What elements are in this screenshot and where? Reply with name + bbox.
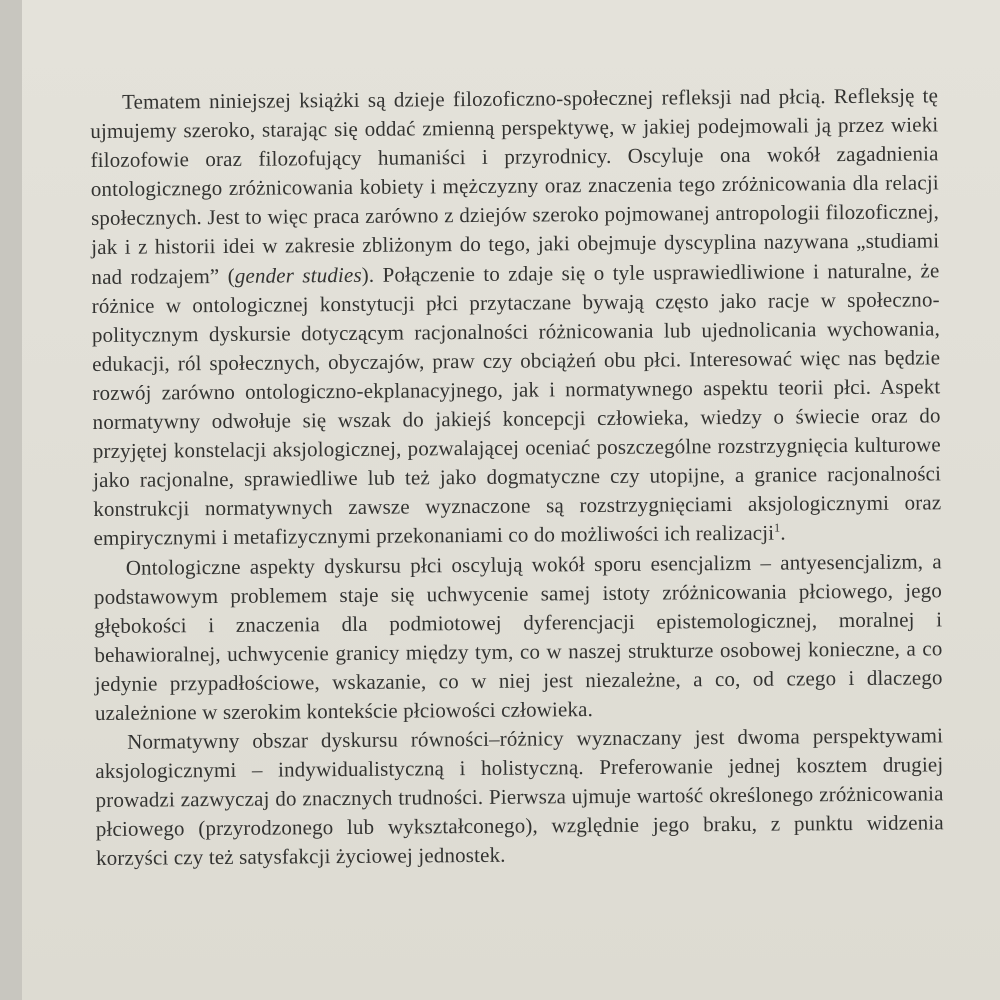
paragraph-1-italic-term: gender studies	[234, 262, 362, 288]
paragraph-2: Ontologiczne aspekty dyskursu płci oscylują wokół sporu esencjalizm – antyesencjalizm, a podstawowym problemem staje się uchwycenie samej istoty zróżnicowania płciowego, jego głębokości i znaczenia dla podmiotowej dyferencjacji epistemologicznej, moralnej i behawioralnej, uchwycenie granicy między tym, co w naszej strukturze osobowej konieczne, a co jedynie przypadłościowe, wskazanie, co w niej jest niezależne, a co, od czego i dlaczego uzależnione w szerokim kontekście płciowości człowieka.	[93, 548, 943, 725]
paragraph-1-text-b: ). Połączenie to zdaje się o tyle usprawiedliwione i naturalne, że różnice w ontologicznej konstytucji płci przytaczane bywają często jako racje w społeczno-politycznym dyskursie dotyczącym racjonalności różnicowania lub ujednolicania wychowania, edukacji, ról społecznych, obyczajów, praw czy obciążeń obu płci. Interesować więc nas będzie rozwój zarówno ontologiczno-ekplanacyjnego, jak i normatywnego aspektu teorii płci. Aspekt normatywny odwołuje się wszak do jakiejś koncepcji człowieka, wiedzy o świecie oraz do przyjętej konstelacji aksjologicznej, pozwalającej oceniać poszczególne rozstrzygnięcia kulturowe jako racjonalne, sprawiedliwe lub też jako dogmatyczne czy utopijne, a granice racjonalności konstrukcji normatywnych zawsze wyznaczone są rozstrzygnięciami aksjologicznymi oraz empirycznymi i metafizycznymi przekonaniami co do możliwości ich realizacji	[91, 257, 942, 551]
paragraph-1-text-a: Tematem niniejszej książki są dzieje filozoficzno-społecznej refleksji nad płcią. Refleksję tę ujmujemy szeroko, starając się oddać zmienną perspektywę, w jakiej podejmowali ją przez wieki filozofowie oraz filozofujący humaniści i przyrodnicy. Oscyluje ona wokół zagadnienia ontologicznego zróżnicowania kobiety i mężczyzny oraz znaczenia tego zróżnicowania dla relacji społecznych. Jest to więc praca zarówno z dziejów szeroko pojmowanej antropologii filozoficznej, jak i z historii idei w zakresie zbliżonym do tego, jaki obejmuje dyscyplina nazywana „studiami nad rodzajem” (	[90, 83, 940, 289]
paragraph-1-text-c: .	[780, 520, 786, 545]
paragraph-1	[90, 81, 942, 553]
body-text	[90, 81, 944, 873]
book-page	[22, 0, 1000, 1000]
footnote-marker: 1	[774, 520, 781, 536]
paragraph-3: Normatywny obszar dyskursu równości–różnicy wyznaczany jest dwoma perspektywami aksjologicznymi – indywidualistyczną i holistyczną. Preferowanie jednej kosztem drugiej prowadzi zazwyczaj do znacznych trudności. Pierwsza ujmuje wartość określonego zróżnicowania płciowego (przyrodzonego lub wykształconego), względnie jego braku, z punktu widzenia korzyści czy też satysfakcji życiowej jednostek.	[95, 723, 944, 871]
